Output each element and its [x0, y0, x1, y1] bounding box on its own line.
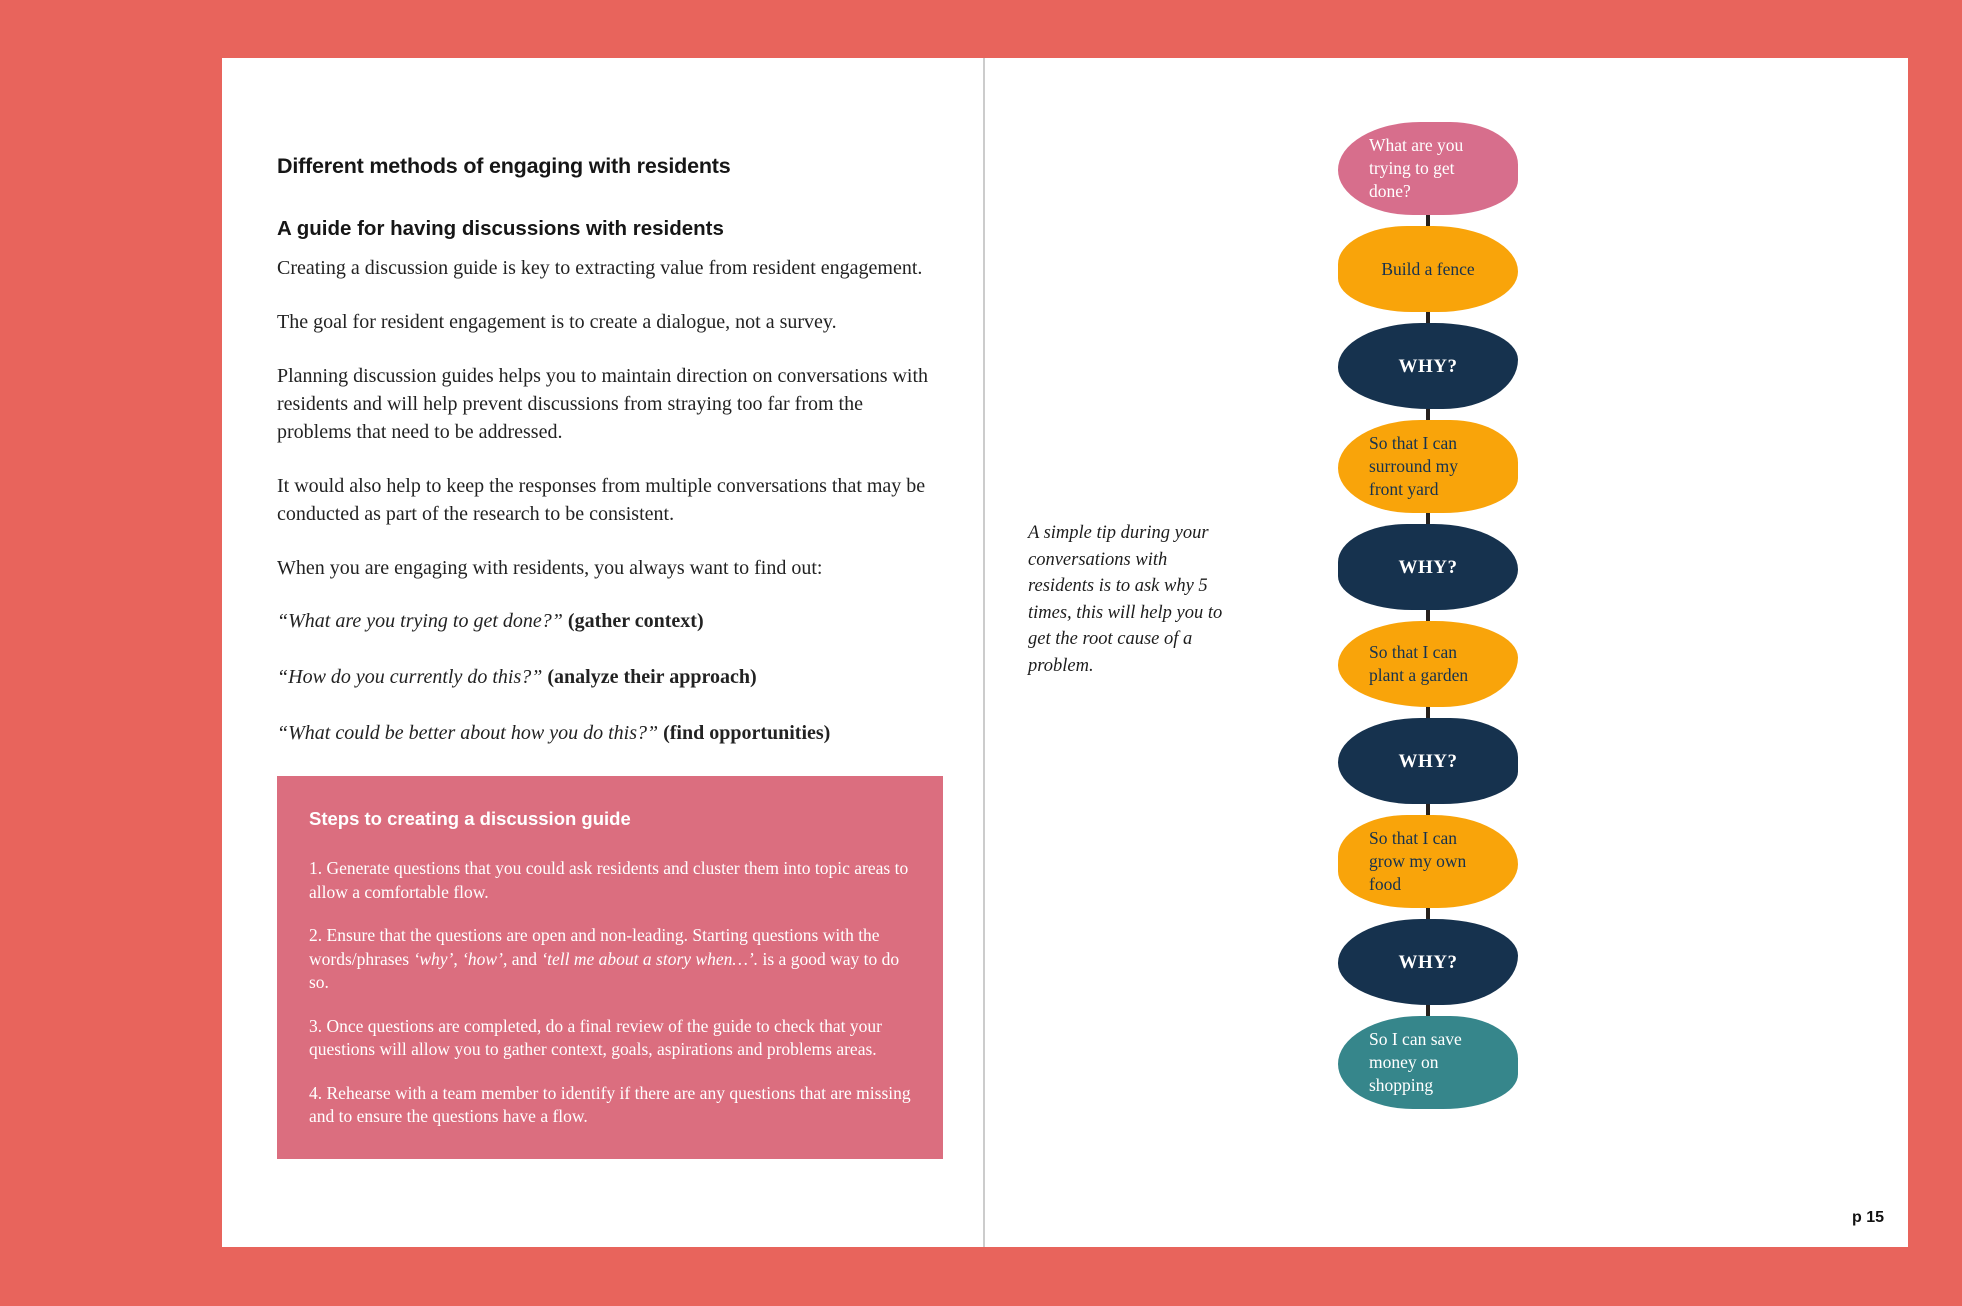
five-whys-flow — [1338, 122, 1518, 1109]
paragraph: It would also help to keep the responses from multiple conversations that may be conducted as part of the research to be consistent. — [277, 475, 926, 525]
flow-node-why — [1338, 919, 1518, 1005]
step-item: 2. Ensure that the questions are open and non-leading. Starting questions with the words/phrases ‘why’, ‘how’, and ‘tell me about a story when…’. is a good way to do so. — [309, 925, 900, 992]
question-list — [277, 608, 937, 747]
question-quote: “What are you trying to get done?” — [277, 610, 563, 632]
question-note: (analyze their approach) — [547, 666, 757, 688]
flow-node-why — [1338, 524, 1518, 610]
question-line — [277, 608, 937, 635]
flow-node-label: WHY? — [1398, 951, 1458, 973]
page-spread — [222, 58, 1908, 1247]
flow-node-label: So that I can grow my own food — [1369, 828, 1467, 894]
flow-node-label: So I can save money on shopping — [1369, 1029, 1462, 1095]
flow-node-why — [1338, 323, 1518, 409]
flow-node-answer — [1338, 420, 1518, 513]
flow-node-label: So that I can surround my front yard — [1369, 433, 1458, 499]
flow-node-answer — [1338, 815, 1518, 908]
flow-node-question — [1338, 122, 1518, 215]
question-line — [277, 664, 937, 691]
steps-box-title: Steps to creating a discussion guide — [309, 808, 631, 829]
step-item: 3. Once questions are completed, do a final review of the guide to check that your questions will allow you to gather context, goals, aspirations and problems areas. — [309, 1015, 882, 1059]
page-divider — [983, 58, 985, 1247]
section-subtitle: A guide for having discussions with residents — [277, 217, 724, 240]
paragraph: The goal for resident engagement is to create a dialogue, not a survey. — [277, 311, 837, 333]
flow-node-label: What are you trying to get done? — [1369, 135, 1464, 201]
tip-note: A simple tip during your conversations with residents is to ask why 5 times, this will help you to get the root cause of a problem. — [1028, 523, 1223, 676]
flow-node-label: WHY? — [1398, 750, 1458, 772]
steps-box — [277, 776, 943, 1159]
step-item: 1. Generate questions that you could ask residents and cluster them into topic areas to allow a comfortable flow. — [309, 858, 909, 902]
steps-list — [309, 857, 911, 1129]
page-number: p 15 — [1851, 1209, 1884, 1226]
flow-node-label: Build a fence — [1381, 258, 1475, 279]
flow-node-label: WHY? — [1398, 355, 1458, 377]
flow-node-label: So that I can plant a garden — [1369, 642, 1469, 685]
flow-node-why — [1338, 718, 1518, 804]
page-title: Different methods of engaging with residents — [277, 154, 731, 178]
flow-node-answer — [1338, 226, 1518, 312]
paragraph: Planning discussion guides helps you to maintain direction on conversations with residents and will help prevent discussions from straying too far from the problems that need to be addressed. — [277, 365, 929, 443]
paragraph: Creating a discussion guide is key to extracting value from resident engagement. — [277, 257, 923, 279]
question-note: (find opportunities) — [663, 722, 831, 744]
left-page-content — [277, 154, 937, 1159]
question-note: (gather context) — [567, 610, 704, 632]
flow-node-root — [1338, 1016, 1518, 1109]
flow-node-label: WHY? — [1398, 556, 1458, 578]
paragraph: When you are engaging with residents, you always want to find out: — [277, 557, 823, 579]
question-quote: “What could be better about how you do this?” — [277, 722, 659, 744]
question-quote: “How do you currently do this?” — [277, 666, 543, 688]
step-item: 4. Rehearse with a team member to identify if there are any questions that are missing and to ensure the questions have a flow. — [309, 1082, 911, 1126]
body-paragraphs — [277, 254, 937, 582]
flow-node-answer — [1338, 621, 1518, 707]
question-line — [277, 720, 937, 747]
